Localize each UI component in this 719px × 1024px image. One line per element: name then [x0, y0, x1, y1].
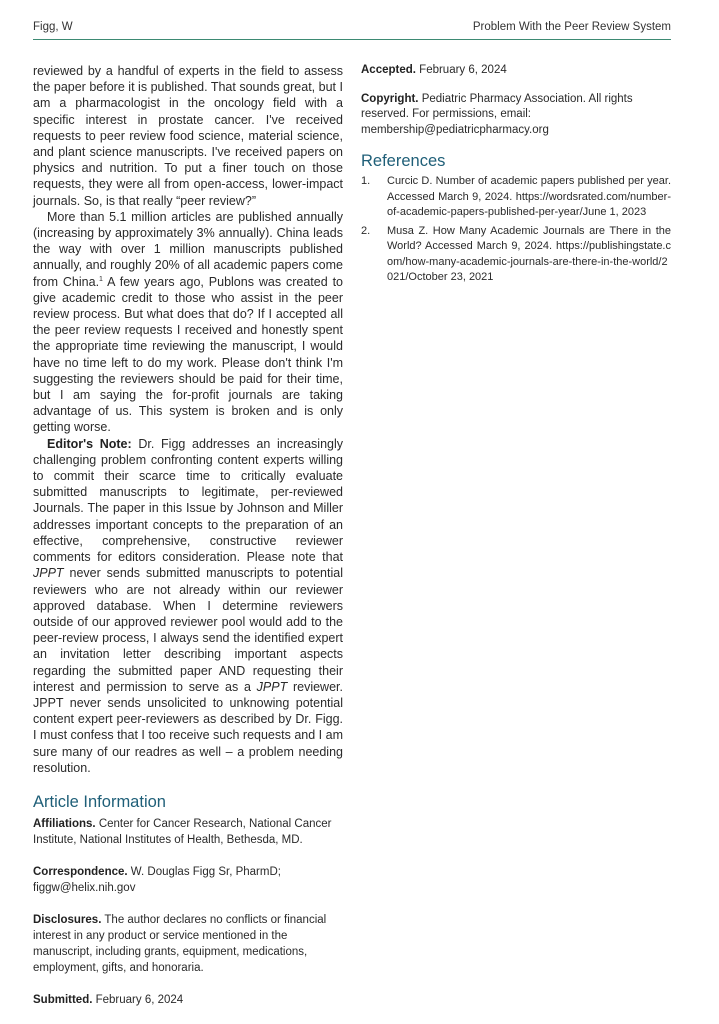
affiliations-text: Center for Cancer Research, National Cancer Institute, National Institutes of Health, Bethesda, MD. — [33, 817, 332, 846]
copyright-text: Pediatric Pharmacy Association. All rights reserved. For permissions, email: membership@pediatricpharmacy.org — [361, 92, 633, 136]
journal-name-italic-2: JPPT — [256, 679, 288, 694]
copyright — [361, 92, 671, 139]
editors-note-text-a: Dr. Figg addresses an increasingly challenging problem confronting content experts willing to commit their scarce time to critically evaluate submitted manuscripts to legitimate, per-reviewed Journals. The paper in this Issue by Johnson and Miller addresses important concepts to the preparation of an effective, comprehensive, constructive reviewer comments for editors consideration. Please note that — [33, 436, 343, 565]
submitted-label: Submitted. — [33, 993, 93, 1006]
accepted-label: Accepted. — [361, 64, 416, 76]
body-paragraph-1: reviewed by a handful of experts in the field to assess the paper before it is published. That sounds great, but I am a pharmacologist in the oncology field with a specific interest in prostate cancer. I've received requests to peer review food science, material science, and plant science manuscripts. I've received papers on physics and nutrition. To put a finer touch on those requests, they were all from open-access, lower-impact journals. So, is that really “peer review?” — [33, 64, 343, 208]
disclosures — [33, 912, 343, 976]
reference-item — [361, 174, 671, 221]
journal-name-italic-1: JPPT — [33, 566, 64, 581]
body-paragraph-2 — [33, 209, 343, 436]
paragraph-2-text-b: A few years ago, Publons was created to give academic credit to those who assist in the peer review process. But what does that do? If I accepted all the peer review requests I received and honestly spent the appropriate time reviewing the manuscript, I would have no time left to do my work. Please don't think I'm suggesting the reviewers should be paid for their time, but I am saying the for-profit journals are taking advantage of us. This system is broken and is only getting worse. — [33, 274, 344, 435]
editors-note-paragraph — [33, 436, 343, 776]
citation-1: 1 — [99, 275, 103, 283]
running-header — [33, 21, 671, 40]
accepted-text: February 6, 2024 — [415, 64, 507, 76]
correspondence-email: figgw@helix.nih.gov — [33, 881, 136, 894]
correspondence-text: W. Douglas Figg Sr, PharmD; — [127, 865, 281, 878]
correspondence-label: Correspondence. — [33, 865, 128, 878]
references-heading: References — [361, 152, 446, 170]
affiliations — [33, 816, 343, 848]
disclosures-text: The author declares no conflicts or financial interest in any product or service mentioned in the manuscript, including grants, equipment, medications, employment, gifts, and honoraria. — [33, 913, 327, 974]
header-author: Figg, W — [33, 21, 73, 33]
editors-note-label: Editor's Note: — [47, 436, 132, 451]
reference-text: Curcic D. Number of academic papers published per year. Accessed March 9, 2024. https://wordsrated.com/number-of-academic-papers-published-per-year/June 1, 2023 — [387, 175, 671, 218]
editors-note-text-c: reviewer. JPPT never sends unsolicited to unknowing potential content expert peer-reviewers as described by Dr. Figg. I must confess that I too receive such requests and I am sure many of our readres as well – a problem needing resolution. — [33, 679, 343, 775]
editors-note-text-b: never sends submitted manuscripts to potential reviewers who are not already within our reviewer approved database. When I determine reviewers outside of our approved reviewer pool would add to the peer-review process, I always send the identified expert an invitation letter describing important aspects regarding the submitted paper AND requesting their interest and permission to serve as a — [33, 566, 343, 694]
reference-item — [361, 224, 671, 286]
accepted-date — [361, 63, 671, 79]
paragraph-2-text-a: More than 5.1 million articles are published annually (increasing by approximately 3% annually). China leads the way with over 1 million manuscripts published annually, and roughly 20% of all academic papers come from China. — [33, 209, 343, 289]
copyright-label: Copyright. — [361, 92, 419, 105]
article-information-heading: Article Information — [33, 792, 166, 811]
reference-text: Musa Z. How Many Academic Journals are There in the World? Accessed March 9, 2024. https://publishingstate.com/how-many-academic-journals-are-there-in-the-world/2021/October 23, 2021 — [387, 224, 671, 283]
correspondence — [33, 864, 343, 896]
reference-number: 1. — [361, 175, 371, 187]
right-column — [361, 63, 671, 289]
submitted-text: February 6, 2024 — [92, 993, 184, 1006]
reference-number: 2. — [361, 224, 371, 237]
left-column — [33, 63, 343, 1024]
affiliations-label: Affiliations. — [33, 817, 96, 830]
header-title: Problem With the Peer Review System — [472, 21, 671, 33]
disclosures-label: Disclosures. — [33, 913, 102, 926]
